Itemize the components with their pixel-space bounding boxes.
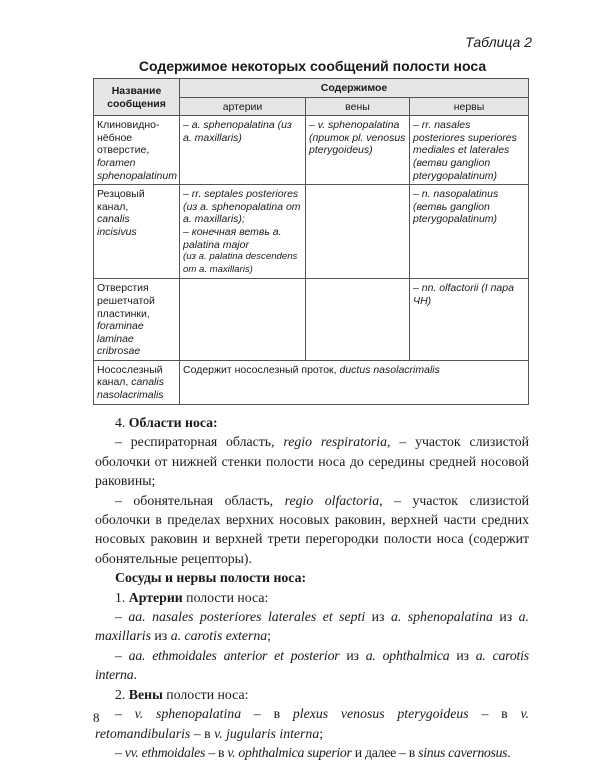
header-content-cell: Содержимое [180, 79, 529, 98]
row-name-line: канал, [97, 376, 132, 389]
row-name-cell [94, 279, 180, 361]
row-name-line: Резцовый [97, 188, 145, 201]
text-span: , – участок слизистой оболочки в пределах верхних носовых раковин, верхней части средних носовых раковин и верхней трети перегородки полости носа (содержит обонятельные рецепторы). [95, 492, 529, 566]
paragraph [95, 743, 529, 762]
prose-section [95, 413, 529, 762]
latin-term: – vv. ethmoidales [115, 744, 206, 760]
row-name-cell [94, 360, 180, 404]
text-span: – обонятельная область, [115, 492, 285, 508]
row-name-latin: foramen [97, 156, 136, 169]
text-span: полости носа: [182, 589, 269, 605]
row-name-latin: sphenopalatinum [97, 169, 177, 182]
text-span: ; [319, 725, 324, 741]
row-arteries-cell [180, 279, 306, 361]
section-heading [95, 413, 529, 432]
latin-term: a. ophthalmica [365, 647, 450, 663]
latin-term: a. maxillaris [95, 609, 529, 644]
section-heading: Сосуды и нервы полости носа: [115, 570, 307, 586]
arteries-line: (из a. palatina descendens от a. maxillaris) [183, 251, 298, 275]
subsection-heading [95, 685, 529, 704]
row-name-latin: canalis [97, 213, 130, 226]
latin-term: regio respiratoria [283, 434, 388, 450]
row-arteries-cell [180, 185, 306, 279]
text-span: – в [190, 725, 215, 741]
arteries-line: – rr. septales posteriores (из a. sphenopalatina от a. maxillaris); [183, 188, 301, 226]
text-span: из [365, 609, 391, 625]
text-span: из [492, 609, 519, 625]
latin-term: regio olfactoria [284, 492, 380, 508]
table-row [94, 360, 529, 404]
paragraph [95, 432, 529, 490]
row-nerves-cell: – nn. olfactorii (I пара ЧН) [410, 279, 529, 361]
row-name-line: Носослезный [97, 363, 163, 376]
section-number: 1. [115, 589, 129, 605]
latin-term: v. retomandibularis [95, 706, 530, 741]
text-span: из [339, 647, 366, 663]
section-number: 4. [115, 415, 129, 430]
row-name-line: канал, [97, 200, 129, 213]
content-text: Содержит носослезный проток, [183, 363, 340, 376]
text-span: – респираторная область, [115, 434, 284, 450]
row-name-line: нёбное [97, 131, 133, 144]
row-name-cell [94, 185, 180, 279]
row-name-latin: cribrosae [97, 345, 141, 358]
text-span: – в [241, 706, 293, 722]
table-label: Таблица 2 [465, 34, 532, 50]
bold-term: Вены [128, 686, 163, 702]
subsection-heading [95, 588, 529, 607]
text-span: , – участок слизистой оболочки от нижней стенки полости носа до середины средней носовой раковины; [95, 434, 529, 489]
row-arteries-cell: – a. sphenopalatina (из a. maxillaris) [180, 116, 306, 185]
latin-term: – aa. nasales posteriores laterales et septi [115, 609, 366, 625]
table-header-row-1 [94, 79, 529, 98]
latin-term: a. sphenopalatina [390, 609, 493, 625]
header-veins-cell: вены [306, 97, 410, 116]
table-row [94, 279, 529, 361]
row-name-line: Отверстия [97, 282, 149, 295]
row-name-latin: nasolacrimalis [97, 389, 164, 402]
latin-term: a. carotis interna [95, 647, 529, 683]
row-name-line: пластинки, [97, 307, 150, 320]
row-name-latin: incisivus [97, 225, 137, 238]
row-name-latin: canalis [131, 376, 164, 389]
text-span: из [150, 628, 171, 644]
table-row [94, 185, 529, 279]
row-name-latin: laminae [97, 332, 134, 345]
row-veins-cell: – v. sphenopalatina (приток pl. venosus pterygoideus) [306, 116, 410, 185]
section-title: Области носа: [128, 415, 218, 430]
text-span: из [449, 647, 476, 663]
bold-term: Артерии [128, 589, 183, 605]
paragraph [95, 704, 529, 743]
header-nerves-cell: нервы [410, 97, 529, 116]
text-span: и далее – в [351, 744, 419, 760]
text-span: – в [468, 706, 521, 722]
header-name-cell: Название сообщения [94, 79, 180, 116]
row-veins-cell [306, 279, 410, 361]
latin-term: v. jugularis interna [214, 725, 320, 741]
paragraph [95, 491, 529, 569]
paragraph [95, 646, 529, 685]
table-title: Содержимое некоторых сообщений полости носа [138, 58, 487, 74]
latin-term: – v. sphenopalatina [115, 706, 242, 722]
latin-term: a. carotis externa [170, 628, 268, 644]
row-content-cell [180, 360, 529, 404]
table-row [94, 116, 529, 185]
text-span: полости носа: [162, 686, 249, 702]
text-span: ; [267, 628, 271, 644]
row-name-line: решетчатой [97, 294, 155, 307]
section-number: 2. [115, 686, 129, 702]
arteries-line: – конечная ветвь a. palatina major [183, 225, 282, 251]
row-nerves-cell: – n. nasopalatinus (ветвь ganglion pterygopalatinum) [410, 185, 529, 279]
latin-term: sinus cavernosus [418, 744, 508, 760]
row-name-line: отверстие, [97, 144, 150, 157]
row-name-cell [94, 116, 180, 185]
text-span: . [133, 667, 137, 683]
row-name-latin: foraminae [97, 320, 144, 333]
paragraph [95, 607, 529, 646]
latin-term: – aa. ethmoidales anterior et posterior [115, 647, 340, 663]
content-table [93, 78, 529, 405]
header-arteries-cell: артерии [180, 97, 306, 116]
latin-term: v. ophthalmica superior [227, 744, 352, 760]
row-nerves-cell: – rr. nasales posteriores superiores mediales et laterales (ветви ganglion pterygopalatinum) [410, 116, 529, 185]
row-name-line: Клиновидно- [97, 119, 160, 132]
page-number: 8 [93, 710, 100, 725]
content-latin: ductus nasolacrimalis [339, 363, 440, 376]
latin-term: plexus venosus pterygoideus [292, 706, 469, 722]
text-span: . [507, 744, 511, 760]
row-veins-cell [306, 185, 410, 279]
text-span: – в [205, 744, 228, 760]
